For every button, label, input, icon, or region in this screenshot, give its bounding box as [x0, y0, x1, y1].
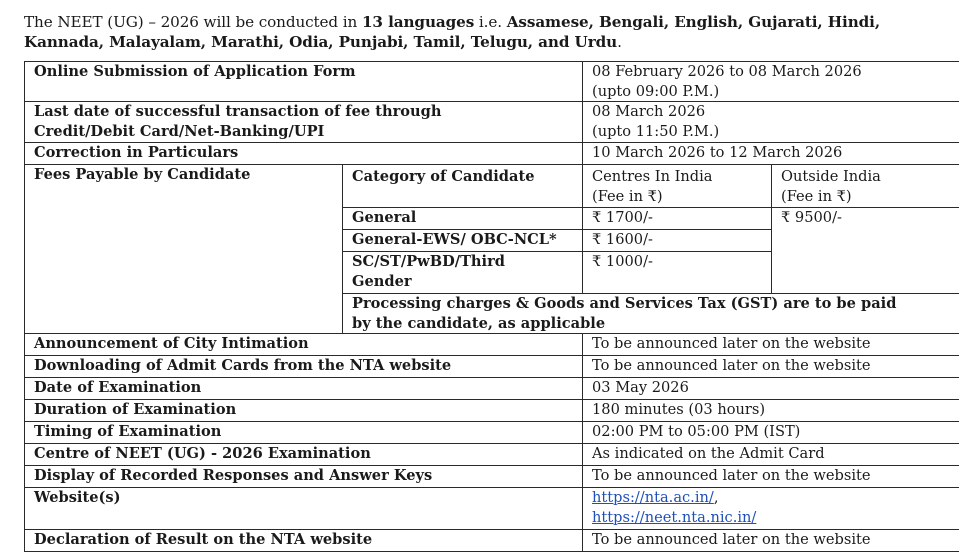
category-general: General — [343, 208, 583, 230]
row-correction — [25, 143, 959, 165]
value-correction: 10 March 2026 to 12 March 2026 — [583, 143, 959, 165]
row-exam-date — [25, 378, 959, 400]
row-result — [25, 530, 959, 552]
label-result: Declaration of Result on the NTA website — [25, 530, 583, 552]
value-last-fee-date: 08 March 2026 (upto 11:50 P.M.) — [583, 102, 959, 143]
row-websites — [25, 488, 959, 530]
row-online-submission — [25, 62, 959, 102]
value-online-submission: 08 February 2026 to 08 March 2026 (upto 09:00 P.M.) — [583, 62, 959, 102]
row-admit-cards — [25, 356, 959, 378]
header-category: Category of Candidate — [343, 165, 583, 208]
label-last-fee-date: Last date of successful transaction of fee through Credit/Debit Card/Net-Banking/UPI — [25, 102, 583, 143]
label-exam-date: Date of Examination — [25, 378, 583, 400]
fee-india-sc-st: ₹ 1000/- — [583, 252, 772, 294]
label-answer-keys: Display of Recorded Responses and Answer Keys — [25, 466, 583, 488]
category-ews-obc: General-EWS/ OBC-NCL* — [343, 230, 583, 252]
intro-line-1: The NEET (UG) – 2026 will be conducted in 13 languages i.e. Assamese, Bengali, English, Gujarati, Hindi, — [24, 13, 881, 31]
schedule-table — [24, 61, 959, 552]
row-last-fee-date — [25, 102, 959, 143]
value-exam-centre: As indicated on the Admit Card — [583, 444, 959, 466]
fee-india-general: ₹ 1700/- — [583, 208, 772, 230]
header-india-fee: Centres In India (Fee in ₹) — [583, 165, 772, 208]
languages-list-1: Assamese, Bengali, English, Gujarati, Hindi, — [506, 13, 881, 31]
header-outside-fee: Outside India (Fee in ₹) — [772, 165, 959, 208]
fee-processing-note: Processing charges & Goods and Services Tax (GST) are to be paid by the candidate, as applicable — [343, 294, 959, 334]
category-sc-st: SC/ST/PwBD/Third Gender — [343, 252, 583, 294]
row-fees-header — [25, 165, 959, 208]
row-answer-keys — [25, 466, 959, 488]
label-correction: Correction in Particulars — [25, 143, 583, 165]
label-exam-duration: Duration of Examination — [25, 400, 583, 422]
fee-outside-india: ₹ 9500/- — [772, 208, 959, 294]
label-city-intimation: Announcement of City Intimation — [25, 334, 583, 356]
label-exam-timing: Timing of Examination — [25, 422, 583, 444]
value-exam-duration: 180 minutes (03 hours) — [583, 400, 959, 422]
value-exam-date: 03 May 2026 — [583, 378, 959, 400]
value-admit-cards: To be announced later on the website — [583, 356, 959, 378]
label-exam-centre: Centre of NEET (UG) - 2026 Examination — [25, 444, 583, 466]
label-fees-payable: Fees Payable by Candidate — [25, 165, 343, 334]
value-exam-timing: 02:00 PM to 05:00 PM (IST) — [583, 422, 959, 444]
label-admit-cards: Downloading of Admit Cards from the NTA website — [25, 356, 583, 378]
row-city-intimation — [25, 334, 959, 356]
value-websites: https://nta.ac.in/, https://neet.nta.nic.in/ — [583, 488, 959, 530]
fee-india-ews-obc: ₹ 1600/- — [583, 230, 772, 252]
label-websites: Website(s) — [25, 488, 583, 530]
language-count: 13 languages — [361, 13, 475, 31]
value-result: To be announced later on the website — [583, 530, 959, 552]
languages-list-2: Kannada, Malayalam, Marathi, Odia, Punjabi, Tamil, Telugu, and Urdu — [24, 33, 618, 51]
row-exam-duration — [25, 400, 959, 422]
link-nta-website[interactable]: https://nta.ac.in/ — [592, 489, 714, 506]
row-exam-timing — [25, 422, 959, 444]
value-city-intimation: To be announced later on the website — [583, 334, 959, 356]
value-answer-keys: To be announced later on the website — [583, 466, 959, 488]
intro-line-2: Kannada, Malayalam, Marathi, Odia, Punjabi, Tamil, Telugu, and Urdu. — [24, 33, 622, 51]
row-exam-centre — [25, 444, 959, 466]
label-online-submission: Online Submission of Application Form — [25, 62, 583, 102]
link-neet-website[interactable]: https://neet.nta.nic.in/ — [592, 508, 757, 526]
intro-paragraph — [24, 12, 959, 52]
